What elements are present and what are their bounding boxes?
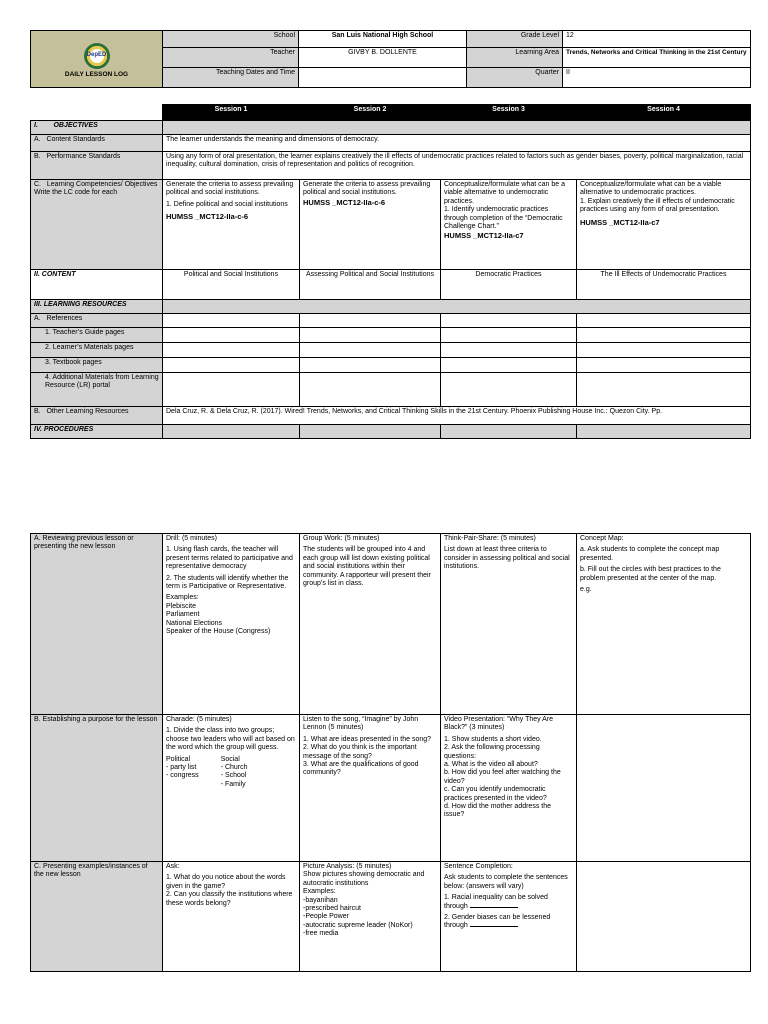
other-resources-label: B. Other Learning Resources bbox=[31, 407, 163, 425]
presenting-session-3: Sentence Completion: Ask students to complete the sentences below: (answers will vary) 1. Racial inequality can be solved through 2. Gender biases can be lessened through bbox=[441, 862, 577, 972]
presenting-label: C. Presenting examples/instances of the new lesson bbox=[31, 862, 163, 972]
quarter-label: Quarter bbox=[467, 68, 563, 88]
school-label: School bbox=[163, 31, 299, 48]
objectives-title: I. OBJECTIVES bbox=[31, 121, 163, 135]
purpose-session-1: Charade: (5 minutes) 1. Divide the class into two groups; choose two leaders who will act based on the word which the group will guess. Political - party list - congress Social - Church - School - Family bbox=[163, 715, 300, 862]
political-list: Political - party list - congress bbox=[166, 755, 199, 780]
content-session-2: Assessing Political and Social Institutions bbox=[300, 270, 441, 300]
grade-value: 12 bbox=[563, 31, 751, 48]
purpose-label: B. Establishing a purpose for the lesson bbox=[31, 715, 163, 862]
competency-session-4: Conceptualize/formulate what can be a viable alternative to undemocratic practices. 1. Explain creatively the ill effects of undemocratic practices using any form of oral presentation. HUMSS _MCT12-IIa-c7 bbox=[577, 180, 751, 270]
reviewing-session-3: Think-Pair-Share: (5 minutes) List down at least three criteria to consider in assessing political and social institutions. bbox=[441, 534, 577, 715]
page-1 bbox=[0, 0, 768, 487]
session-3-header: Session 3 bbox=[441, 105, 577, 121]
reviewing-label: A. Reviewing previous lesson or presenting the new lesson bbox=[31, 534, 163, 715]
lesson-table-1 bbox=[30, 104, 751, 439]
teacher-label: Teacher bbox=[163, 48, 299, 68]
doc-title: DAILY LESSON LOG bbox=[64, 70, 129, 78]
competencies-label: C. Learning Competencies/ Objectives Write the LC code for each bbox=[31, 180, 163, 270]
reviewing-session-4: Concept Map: a. Ask students to complete the concept map presented. b. Fill out the circles with best practices to the problem presented at the center of the map. e.g. bbox=[577, 534, 751, 715]
additional-materials-label: 4. Additional Materials from Learning Resource (LR) portal bbox=[31, 373, 163, 407]
reviewing-session-2: Group Work: (5 minutes) The students will be grouped into 4 and each group will list down existing political and social institutions within their community. A rapporteur will present their group’s list in class. bbox=[300, 534, 441, 715]
session-4-header: Session 4 bbox=[577, 105, 751, 121]
content-session-1: Political and Social Institutions bbox=[163, 270, 300, 300]
content-session-4: The Ill Effects of Undemocratic Practices bbox=[577, 270, 751, 300]
social-list: Social - Church - School - Family bbox=[220, 755, 248, 788]
area-label: Learning Area bbox=[467, 48, 563, 68]
presenting-session-2: Picture Analysis: (5 minutes) Show pictures showing democratic and autocratic institutions Examples: -bayanihan -prescribed haircut -People Power -autocratic supreme leader (NoKor) -free media bbox=[300, 862, 441, 972]
competency-session-3: Conceptualize/formulate what can be a viable alternative to undemocratic practices. 1. Identify undemocratic practices through completion of the “Democratic Challenge Chart.” HUMSS _MCT12-IIa-c7 bbox=[441, 180, 577, 270]
teacher-value: GIVBY B. DOLLENTE bbox=[299, 48, 467, 68]
content-standards-label: A. Content Standards bbox=[31, 135, 163, 152]
resources-title: III. LEARNING RESOURCES bbox=[31, 300, 163, 314]
grade-label: Grade Level bbox=[467, 31, 563, 48]
deped-logo-cell bbox=[31, 31, 163, 88]
purpose-session-3: Video Presentation: “Why They Are Black?” (3 minutes) 1. Show students a short video. 2. Ask the following processing questions: a. What is the video all about? b. How did you feel after watching the video? c. Can you identify undemocratic practices presented in the video? d. How did the mother address the issue? bbox=[441, 715, 577, 862]
competency-session-1: Generate the criteria to assess prevailing political and social institutions. 1. Define political and social institutions HUMSS _MCT12-IIa-c-6 bbox=[163, 180, 300, 270]
textbook-label: 3. Textbook pages bbox=[31, 358, 163, 373]
other-resources-text: Dela Cruz, R. & Dela Cruz, R. (2017). Wired! Trends, Networks, and Critical Thinking Skills in the 21st Century. Phoenix Publishing House Inc.: Quezon City. Pp. bbox=[163, 407, 751, 425]
presenting-session-1: Ask: 1. What do you notice about the words given in the game? 2. Can you classify the institutions where these words belong? bbox=[163, 862, 300, 972]
procedures-title: IV. PROCEDURES bbox=[31, 425, 163, 439]
blank-line bbox=[470, 926, 518, 927]
performance-standards-label: B. Performance Standards bbox=[31, 152, 163, 180]
dates-value bbox=[299, 68, 467, 88]
area-value: Trends, Networks and Critical Thinking in the 21st Century bbox=[563, 48, 751, 68]
content-standards-text: The learner understands the meaning and dimensions of democracy. bbox=[163, 135, 751, 152]
performance-standards-text: Using any form of oral presentation, the learner explains creatively the ill effects of undemocratic practices related to factors such as gender biases, poverty, political marginalization, racial inequality, cultural domination, crisis of representation and politics of recognition. bbox=[163, 152, 751, 180]
deped-seal-icon: DepED bbox=[84, 43, 110, 69]
purpose-session-2: Listen to the song, “Imagine” by John Lennon (5 minutes) 1. What are ideas presented in the song? 2. What do you think is the important message of the song? 3. What are the qualifications of good community? bbox=[300, 715, 441, 862]
learners-materials-label: 2. Learner’s Materials pages bbox=[31, 343, 163, 358]
header-table bbox=[30, 30, 751, 88]
content-session-3: Democratic Practices bbox=[441, 270, 577, 300]
page-2 bbox=[0, 525, 768, 1000]
competency-session-2: Generate the criteria to assess prevailing political and social institutions. HUMSS _MCT12-IIa-c-6 bbox=[300, 180, 441, 270]
quarter-value: II bbox=[563, 68, 751, 88]
reviewing-session-1: Drill: (5 minutes) 1. Using flash cards, the teacher will present terms related to participative and representative democracy 2. The students will identify whether the term is Participative or Representative. Examples: Plebiscite Parliament National Elections Speaker of the House (Congress) bbox=[163, 534, 300, 715]
teachers-guide-label: 1. Teacher’s Guide pages bbox=[31, 328, 163, 343]
session-1-header: Session 1 bbox=[163, 105, 300, 121]
school-value: San Luis National High School bbox=[299, 31, 467, 48]
lesson-table-2 bbox=[30, 533, 751, 972]
content-title: II. CONTENT bbox=[31, 270, 163, 300]
blank-line bbox=[470, 907, 518, 908]
session-2-header: Session 2 bbox=[300, 105, 441, 121]
dates-label: Teaching Dates and Time bbox=[163, 68, 299, 88]
references-label: A. References bbox=[31, 314, 163, 328]
